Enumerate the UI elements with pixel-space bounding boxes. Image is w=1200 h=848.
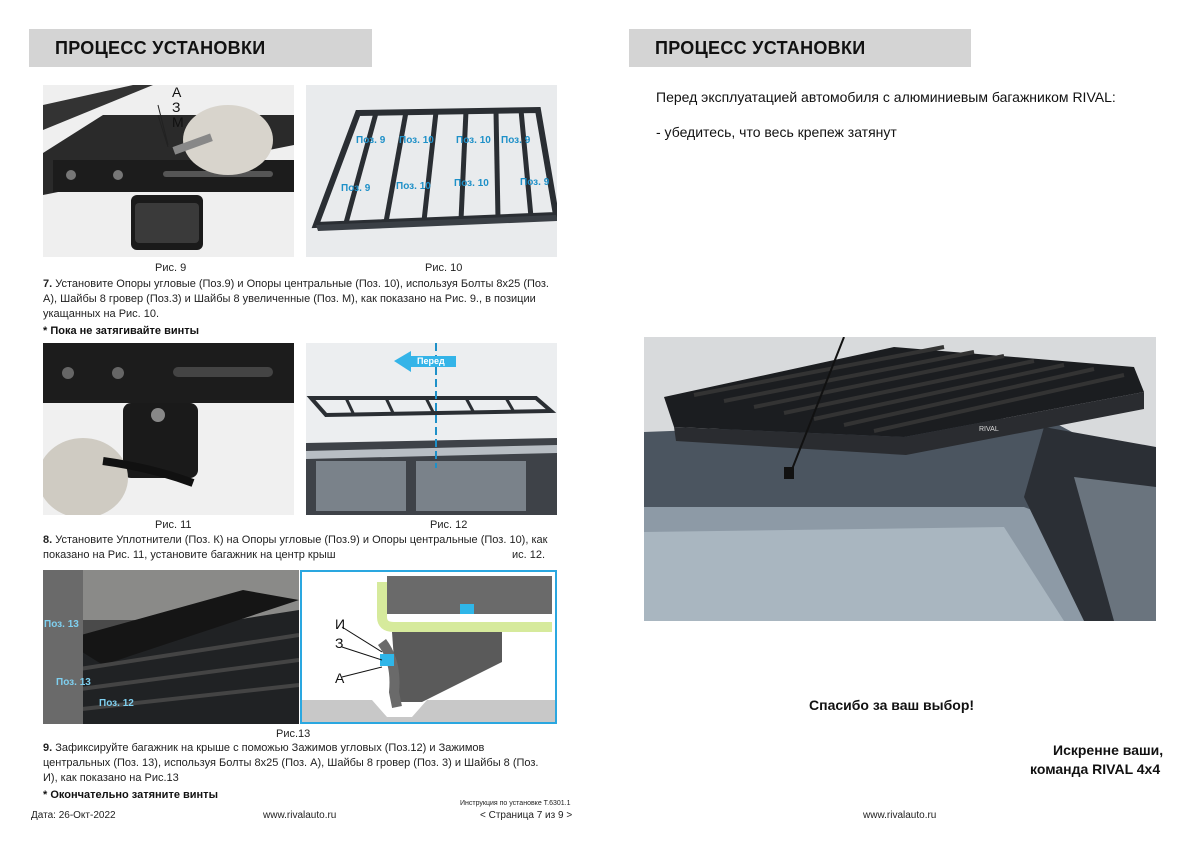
fig12-illustration	[306, 343, 557, 515]
fig11-photo	[43, 343, 294, 515]
step7-note: * Пока не затягивайте винты	[43, 325, 200, 337]
fig13-diag-label-z: З	[335, 635, 344, 651]
fig10-label-2: Поз. 10	[399, 135, 434, 146]
step9-note: * Окончательно затяните винты	[43, 789, 218, 801]
step8-line2a: показано на Рис. 11, установите багажник на центр крыш	[43, 549, 336, 561]
fig13-label-pos13a: Поз. 13	[44, 619, 79, 630]
step8-line2b: ис. 12.	[512, 549, 546, 561]
fig10-label-5: Поз. 9	[341, 183, 371, 194]
fig10-photo	[306, 85, 557, 257]
fig13-caption: Рис.13	[276, 728, 311, 740]
fig9-photo	[43, 85, 294, 257]
car-roof-rack-photo	[644, 337, 1156, 621]
fig13-photo	[43, 570, 299, 724]
fig13-diagram	[300, 570, 557, 724]
fig13-diag-label-a: А	[335, 670, 345, 686]
fig12-caption: Рис. 12	[430, 519, 468, 531]
right-line2: - убедитесь, что весь крепеж затянут	[656, 124, 897, 140]
fig10-label-3: Поз. 10	[456, 135, 491, 146]
fig9-label-a: А	[172, 85, 182, 100]
step8-line1	[43, 533, 563, 548]
fig11-illustration	[43, 343, 294, 515]
footer-instruction: Инструкция по установке T.6301.1	[460, 800, 571, 807]
footer-date: Дата: 26-Окт-2022	[31, 810, 116, 821]
fig10-illustration	[306, 85, 557, 257]
fig10-label-1: Поз. 9	[356, 135, 386, 146]
left-header: ПРОЦЕСС УСТАНОВКИ	[29, 29, 372, 67]
footer-site-link-right[interactable]: www.rivalauto.ru	[863, 810, 937, 821]
signature-line2: команда RIVAL 4x4	[1030, 761, 1161, 777]
car-photo-illustration	[644, 337, 1156, 621]
fig13-label-pos13b: Поз. 13	[56, 677, 91, 688]
fig10-label-4: Поз. 9	[501, 135, 531, 146]
right-header: ПРОЦЕСС УСТАНОВКИ	[629, 29, 971, 67]
step7-body: Установите Опоры угловые (Поз.9) и Опоры центральные (Поз. 10), используя Болты 8х25 (Поз. А), Шайбы 8 гровер (Поз.3) и Шайбы 8 увеличенные (Поз. М), как показано на Рис. 9., в позиции укащанных на Рис. 10.	[43, 278, 549, 320]
fig10-caption: Рис. 10	[425, 262, 463, 274]
fig10-label-8: Поз. 9	[520, 177, 550, 188]
fig11-caption: Рис. 11	[155, 519, 192, 531]
fig10-label-6: Поз. 10	[396, 181, 431, 192]
step9-body: Зафиксируйте багажник на крыше с поможью Зажимов угловых (Поз.12) и Зажимов центральных (Поз. 13), используя Болты 8х25 (Поз. А), Шайбы 8 гровер (Поз. 3) и Шайбы 8 (Поз. И), как показано на Рис.13	[43, 742, 539, 784]
step7-text	[43, 277, 558, 322]
fig13-diag-label-i: И	[335, 616, 346, 632]
step7-number: 7.	[43, 278, 53, 290]
fig9-caption: Рис. 9	[155, 262, 187, 274]
step8-line1-text: Установите Уплотнители (Поз. К) на Опоры угловые (Поз.9) и Опоры центральные (Поз. 10), как	[55, 534, 548, 546]
step9-text	[43, 741, 553, 786]
fig10-label-7: Поз. 10	[454, 178, 489, 189]
fig9-label-m: М	[172, 114, 184, 130]
thanks-text: Спасибо за ваш выбор!	[809, 697, 975, 713]
footer-page-number: < Страница 7 из 9 >	[480, 810, 573, 821]
fig13-photo-illustration	[43, 570, 299, 724]
fig12-arrow-label: Перед	[417, 356, 445, 366]
step9-number: 9.	[43, 742, 53, 754]
footer-site-link-left[interactable]: www.rivalauto.ru	[263, 810, 337, 821]
fig13-label-pos12: Поз. 12	[99, 698, 134, 709]
step8-number: 8.	[43, 534, 53, 546]
right-line1: Перед эксплуатацией автомобиля с алюминиевым багажником RIVAL:	[656, 89, 1116, 105]
rack-brand-mark: RIVAL	[979, 426, 999, 433]
fig9-label-z: З	[172, 99, 181, 115]
fig9-illustration	[43, 85, 294, 257]
signature-line1: Искренне ваши,	[1053, 742, 1164, 758]
fig12-photo	[306, 343, 557, 515]
